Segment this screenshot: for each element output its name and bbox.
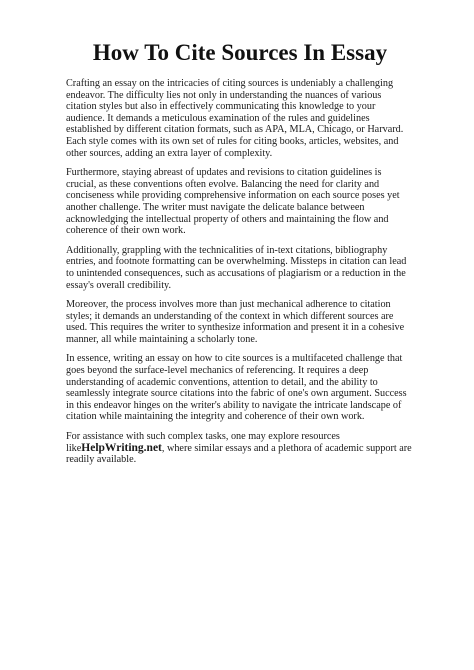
paragraph-1: Crafting an essay on the intricacies of citing sources is undeniably a challenging endeavor. The difficulty lies not only in understanding the nuances of various citation styles but also in effectively communicating this knowledge to your audience. It demands a meticulous examination of the rules and guidelines established by different citation formats, such as APA, MLA, Chicago, or Harvard. Each style comes with its own set of rules for citing books, articles, websites, and other sources, adding an extra layer of complexity. — [66, 78, 404, 159]
helpwriting-link[interactable]: HelpWriting.net — [81, 441, 162, 454]
paragraph-5: In essence, writing an essay on how to cite sources is a multifaceted challenge that goes beyond the surface-level mechanics of referencing. It requires a deep understanding of academic conventions, attention to detail, and the ability to seamlessly integrate source citations into the fabric of one's own argument. Success in this endeavor hinges on the writer's ability to navigate the intricate landscape of citation while maintaining the integrity and coherence of their own work. — [66, 353, 407, 423]
closing-text-before: For assistance with such complex tasks, one may explore resources like — [66, 431, 340, 454]
document-title: How To Cite Sources In Essay — [92, 40, 388, 65]
paragraph-4: Moreover, the process involves more than just mechanical adherence to citation styles; it demands an understanding of the context in which different sources are used. This requires the writer to synthesize information and present it in a cohesive manner, all while maintaining a scholarly tone. — [66, 299, 405, 345]
paragraph-2: Furthermore, staying abreast of updates and revisions to citation guidelines is crucial, as these conventions often evolve. Balancing the need for clarity and conciseness while providing comprehensive information on each source poses yet another challenge. The writer must navigate the delicate balance between acknowledging the intellectual property of others and maintaining the flow and coherence of their own work. — [66, 167, 400, 237]
paragraph-3: Additionally, grappling with the technicalities of in-text citations, bibliography entries, and footnote formatting can be overwhelming. Missteps in citation can lead to unintended consequences, such as accusations of plagiarism or a reduction in the essay's overall credibility. — [66, 244, 407, 291]
closing-paragraph — [66, 431, 414, 466]
closing-text-after: , where similar essays and a plethora of academic support are readily available. — [66, 442, 412, 466]
